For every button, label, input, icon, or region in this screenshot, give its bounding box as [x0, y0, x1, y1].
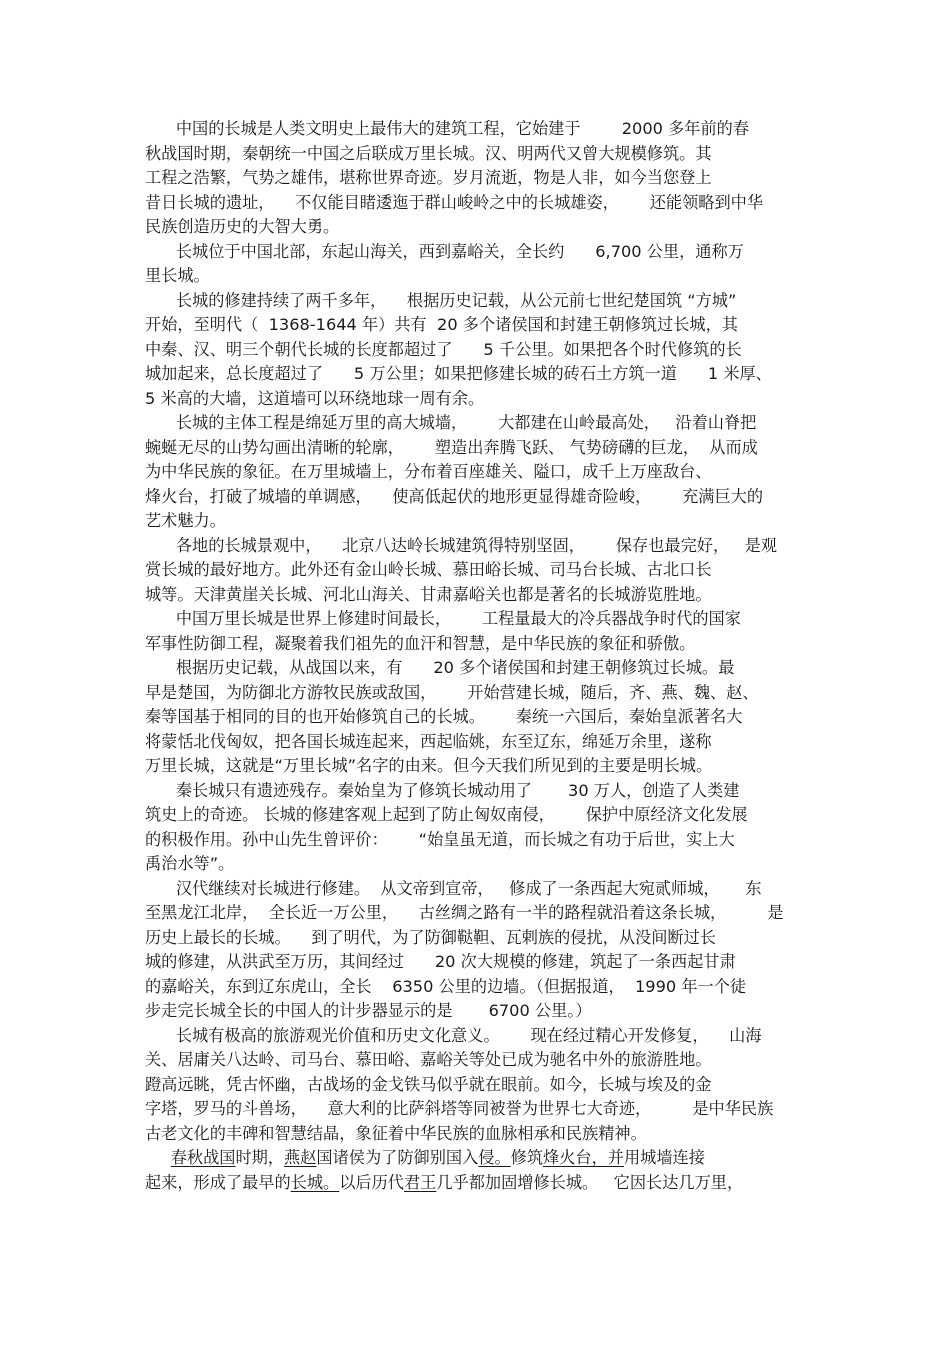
text-line: 蹬高远眺，凭古怀幽，古战场的金戈铁马似乎就在眼前。如今，长城与埃及的金: [145, 1074, 712, 1094]
link-junwang[interactable]: 君王: [404, 1172, 437, 1192]
text-line: 万里长城，这就是“万里长城”名字的由来。但今天我们所见到的主要是明长城。: [145, 756, 713, 775]
text-line: 长城位于中国北部，东起山海关，西到嘉峪关，全长约 6,700 公里，通称万: [145, 241, 744, 261]
text-line: 各地的长城景观中， 北京八达岭长城建筑得特别坚固， 保存也最完好， 是观: [145, 535, 777, 555]
text-line: 长城的主体工程是绵延万里的高大城墙， 大都建在山岭最高处， 沿着山脊把: [145, 413, 757, 432]
text-line: 中国万里长城是世界上修建时间最长， 工程量最大的冷兵器战争时代的国家: [145, 609, 741, 628]
text-line: 春秋战国时期，燕赵国诸侯为了防御别国入侵。修筑烽火台，并用城墙连接: [170, 1148, 705, 1167]
link-fenghuotai[interactable]: 烽火台，并: [543, 1148, 624, 1167]
text-line: 城等。天津黄崖关长城、河北山海关、甘肃嘉峪关也都是著名的长城游览胜地。: [145, 584, 712, 604]
text-line: 禹治水等”。: [145, 854, 235, 873]
text-line: 长城的修建持续了两千多年， 根据历史记载，从公元前七世纪楚国筑 “方城”: [145, 290, 737, 310]
paragraph-lines: [145, 117, 813, 1146]
text-line: 里长城。: [145, 266, 210, 285]
text-line: 至黑龙江北岸， 全长近一万公里， 古丝绸之路有一半的路程就沿着这条长城， 是: [145, 903, 784, 922]
text-line: 古老文化的丰碑和智慧结晶，象征着中华民族的血脉相承和民族精神。: [145, 1123, 647, 1143]
text-line: 步走完长城全长的中国人的计步器显示的是 6700 公里。）: [145, 1001, 592, 1020]
text-line: 长城有极高的旅游观光价值和历史文化意义。 现在经过精心开发修复， 山海: [145, 1025, 762, 1045]
text-line: 秦长城只有遗迹残存。秦始皇为了修筑长城动用了 30 万人，创造了人类建: [145, 780, 740, 800]
text-line: 城加起来，总长度超过了 5 万公里；如果把修建长城的砖石土方筑一道 1 米厚、: [145, 364, 772, 383]
text-line: 历史上最长的长城。 到了明代，为了防御鞑靼、瓦剌族的侵扰，从没间断过长: [145, 927, 716, 947]
text-line: 关、居庸关八达岭、司马台、慕田峪、嘉峪关等处已成为驰名中外的旅游胜地。: [145, 1050, 712, 1069]
text-line: 烽火台，打破了城墙的单调感， 使高低起伏的地形更显得雄奇险峻， 充满巨大的: [145, 486, 764, 506]
text-line: 汉代继续对长城进行修建。 从文帝到宣帝， 修成了一条西起大宛贰师城， 东: [145, 878, 762, 898]
text-line: 民族创造历史的大智大勇。: [145, 217, 340, 236]
text-line: 早是楚国，为防御北方游牧民族或敌国， 开始营建长城，随后，齐、燕、魏、赵、: [145, 682, 759, 702]
text-line: 开始，至明代（ 1368-1644 年）共有 20 多个诸侯国和封建王朝修筑过长城，其: [145, 315, 738, 334]
text-line: 5 米高的大墙，这道墙可以环绕地球一周有余。: [145, 388, 485, 408]
text-line: 中秦、汉、明三个朝代长城的长度都超过了 5 千公里。如果把各个时代修筑的长: [145, 339, 742, 359]
text-line: 为中华民族的象征。在万里城墙上，分布着百座雄关、隘口，成千上万座敌台、: [145, 462, 712, 481]
text-line: 昔日长城的遗址， 不仅能目睹逶迤于群山峻岭之中的长城雄姿， 还能领略到中华: [145, 192, 764, 212]
text-line: 根据历史记载，从战国以来，有 20 多个诸侯国和封建王朝修筑过长城。最: [145, 658, 735, 677]
text-line: 字塔，罗马的斗兽场， 意大利的比萨斜塔等同被誉为世界七大奇迹， 是中华民族: [145, 1099, 774, 1118]
text-line: 城的修建，从洪武至万历，其间经过 20 次大规模的修建，筑起了一条西起甘肃: [145, 952, 736, 971]
text-line: 的嘉峪关，东到辽东虎山，全长 6350 公里的边墙。（但据报道， 1990 年一个徒: [145, 976, 747, 996]
text-line: 秋战国时期，秦朝统一中国之后联成万里长城。汉、明两代又曾大规模修筑。其: [145, 143, 712, 163]
text-line: 起来，形成了最早的长城。以后历代君王几乎都加固增修长城。 它因长达几万里，: [145, 1172, 744, 1192]
text-line: 筑史上的奇迹。 长城的修建客观上起到了防止匈奴南侵， 保护中原经济文化发展: [145, 805, 748, 824]
text-line: 的积极作用。孙中山先生曾评价： “始皇虽无道，而长城之有功于后世，实上大: [145, 829, 735, 849]
text-line: 工程之浩繁，气势之雄伟，堪称世界奇迹。岁月流逝，物是人非，如今当您登上: [145, 168, 712, 187]
article-body: [145, 117, 813, 1195]
text-line: 秦等国基于相同的目的也开始修筑自己的长城。 秦统一六国后，秦始皇派著名大: [145, 707, 743, 726]
link-chunqiu-zhanguo[interactable]: 春秋战国: [170, 1148, 236, 1167]
link-qin[interactable]: 侵。: [478, 1148, 511, 1167]
text-line: 将蒙恬北伐匈奴，把各国长城连起来，西起临姚，东至辽东，绵延万余里，遂称: [145, 731, 712, 751]
link-changcheng[interactable]: 长城。: [290, 1172, 340, 1192]
text-line: 赏长城的最好地方。此外还有金山岭长城、慕田峪长城、司马台长城、古北口长: [145, 560, 712, 579]
link-yanzhao[interactable]: 燕赵: [284, 1148, 317, 1167]
text-line: 蜿蜒无尽的山势勾画出清晰的轮廓， 塑造出奔腾飞跃、 气势磅礴的巨龙， 从而成: [145, 437, 758, 457]
text-line: 艺术魅力。: [145, 511, 226, 530]
text-line: 军事性防御工程，凝聚着我们祖先的血汗和智慧，是中华民族的象征和骄傲。: [145, 633, 696, 653]
text-line: 中国的长城是人类文明史上最伟大的建筑工程，它始建于 2000 多年前的春: [145, 119, 750, 138]
